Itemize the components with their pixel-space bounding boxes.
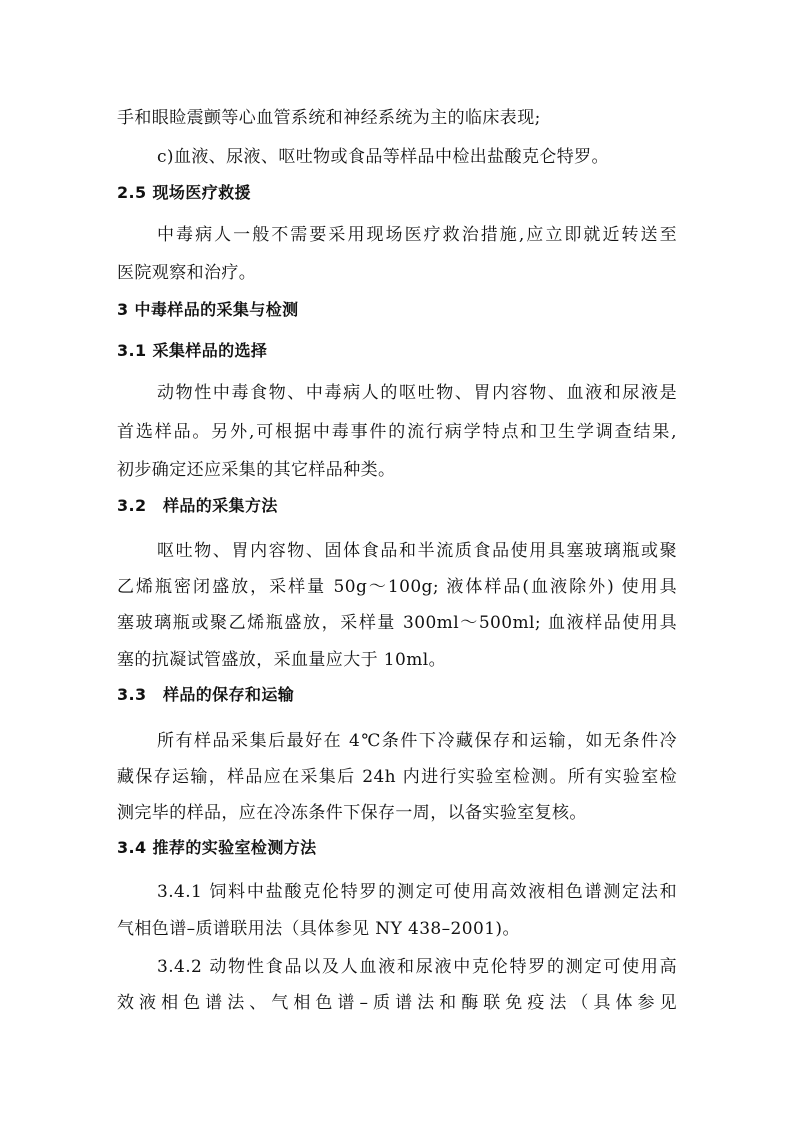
paragraph-line: 中毒病人一般不需要采用现场医疗救治措施,应立即就近转送至: [157, 225, 677, 245]
paragraph-line: 效液相色谱法、气相色谱–质谱法和酶联免疫法（具体参见: [117, 993, 677, 1013]
paragraph-line: c)血液、尿液、呕吐物或食品等样品中检出盐酸克仑特罗。: [157, 147, 609, 167]
paragraph-line: 所有样品采集后最好在 4℃条件下冷藏保存和运输，如无条件冷: [157, 731, 677, 751]
section-heading-3-2: 3.2 样品的采集方法: [117, 496, 278, 515]
paragraph-line: 气相色谱–质谱联用法（具体参见 NY 438–2001)。: [117, 919, 520, 939]
paragraph-line: 塞的抗凝试管盛放，采血量应大于 10ml。: [117, 650, 446, 670]
paragraph-line: 动物性中毒食物、中毒病人的呕吐物、胃内容物、血液和尿液是: [157, 383, 677, 403]
paragraph-line: 3.4.1 饲料中盐酸克伦特罗的测定可使用高效液相色谱测定法和: [157, 882, 677, 902]
paragraph-line: 初步确定还应采集的其它样品种类。: [117, 460, 396, 480]
paragraph-line: 塞玻璃瓶或聚乙烯瓶盛放，采样量 300ml～500ml; 血液样品使用具: [117, 613, 677, 633]
section-heading-2-5: 2.5 现场医疗救援: [117, 183, 251, 202]
paragraph-line: 测完毕的样品，应在冷冻条件下保存一周，以备实验室复核。: [117, 803, 587, 823]
section-heading-3-4: 3.4 推荐的实验室检测方法: [117, 838, 317, 857]
paragraph-line: 呕吐物、胃内容物、固体食品和半流质食品使用具塞玻璃瓶或聚: [157, 541, 677, 561]
section-heading-3-3: 3.3 样品的保存和运输: [117, 685, 295, 704]
paragraph-line: 首选样品。另外,可根据中毒事件的流行病学特点和卫生学调查结果,: [117, 422, 677, 442]
section-heading-3-1: 3.1 采集样品的选择: [117, 341, 268, 360]
paragraph-line: 藏保存运输，样品应在采集后 24h 内进行实验室检测。所有实验室检: [117, 767, 677, 787]
paragraph-line: 医院观察和治疗。: [117, 263, 257, 283]
paragraph-line: 手和眼睑震颤等心血管系统和神经系统为主的临床表现;: [117, 108, 541, 128]
section-heading-3: 3 中毒样品的采集与检测: [117, 300, 299, 319]
paragraph-line: 3.4.2 动物性食品以及人血液和尿液中克伦特罗的测定可使用高: [157, 957, 677, 977]
paragraph-line: 乙烯瓶密闭盛放，采样量 50g～100g; 液体样品(血液除外) 使用具: [117, 577, 677, 597]
